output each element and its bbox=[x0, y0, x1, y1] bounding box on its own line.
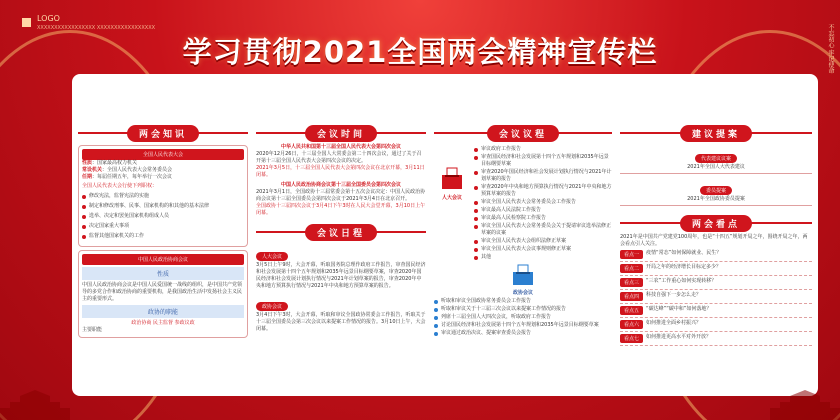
cppcc-agenda-text: 听取和审议全国政协常务委员会工作报告 bbox=[441, 298, 532, 304]
cppcc-func-title: 政协的职能 bbox=[82, 305, 244, 318]
npc-agenda-text: 审议最高人民法院工作报告 bbox=[481, 207, 542, 213]
bullet-icon bbox=[82, 225, 86, 229]
point-tag: 看点六 bbox=[620, 320, 643, 329]
cppcc-schedule-text: 3月4日下午3时，大会开幕，听取和审议全国政协常委会工作报告，听取关于十三届全国委员会第三次会议以来提案工作情况的报告。3月10日上午，大会闭幕。 bbox=[256, 312, 426, 332]
point-item bbox=[620, 306, 812, 318]
npc-func-item bbox=[82, 223, 244, 230]
npc-agenda-item bbox=[474, 207, 612, 214]
cppcc-agenda-text: 听取和审议关于十三届三次会议以来提案工作情况的报告 bbox=[441, 306, 567, 312]
npc-fact-row bbox=[82, 174, 244, 181]
cppcc-nature-title: 性质 bbox=[82, 267, 244, 280]
cppcc-agenda-text: 列席十三届全国人大四次会议，听取政府工作报告 bbox=[441, 314, 552, 320]
cppcc-meeting-title: 中国人民政治协商会议第十三届全国委员会第四次会议 bbox=[280, 182, 401, 188]
column-proposals bbox=[620, 74, 812, 396]
bullet-icon bbox=[434, 316, 438, 320]
npc-agenda-item bbox=[474, 146, 612, 153]
proposal-line-1: 2021年全国人大代表建议 bbox=[620, 164, 812, 174]
point-item bbox=[620, 320, 812, 332]
npc-agenda-item bbox=[474, 254, 612, 261]
cppcc-meeting-text: 2021年3月1日，全国政协十三届常委会第十五次会议决定：中国人民政治协商会议第十三届全国委员会第四次会议于2021年3月4日在北京召开。 bbox=[256, 189, 426, 202]
point-item bbox=[620, 264, 812, 276]
cppcc-icon-block bbox=[434, 264, 612, 297]
npc-agenda-item bbox=[474, 215, 612, 222]
section-head-time bbox=[256, 124, 426, 142]
npc-schedule-tag: 人大会议 bbox=[256, 252, 288, 261]
bullet-icon bbox=[434, 324, 438, 328]
bullet-icon bbox=[474, 225, 478, 229]
cppcc-func-text: 政治协商 民主监督 参政议政 bbox=[131, 320, 195, 326]
bullet-icon bbox=[434, 300, 438, 304]
column-time bbox=[256, 74, 426, 396]
logo-subtext: XXXXXXXXXXXXXXXXX XXXXXXXXXXXXXXXXX bbox=[37, 25, 156, 31]
npc-fact-key: 性质 bbox=[82, 160, 93, 166]
npc-icon-block bbox=[434, 145, 470, 262]
npc-fact-key: 任期 bbox=[82, 174, 93, 180]
logo bbox=[22, 14, 155, 31]
npc-func-text: 制定和修改刑事、民事、国家机构的和其他的基本法律 bbox=[89, 203, 210, 209]
npc-icon-label: 人大会议 bbox=[441, 195, 462, 201]
npc-func-text: 决定国家重大事项 bbox=[89, 223, 130, 229]
cppcc-nature-text: 中国人民政治协商会议是中国人民爱国统一战线的组织，是中国共产党领导的多党合作和政治协商的重要机构，是我国政治生活中发扬社会主义民主的重要形式。 bbox=[82, 282, 243, 302]
cppcc-agenda-item bbox=[434, 298, 612, 305]
npc-agenda-text: 审议全国人民代表大会组织法修正草案 bbox=[481, 238, 567, 244]
logo-mark-icon bbox=[22, 18, 31, 27]
section-title: 建议提案 bbox=[680, 125, 752, 142]
side-slogan: 不忘初心 牢记使命 bbox=[827, 24, 834, 74]
npc-func-text: 修改宪法，监督宪法的实施 bbox=[89, 193, 150, 199]
bullet-icon bbox=[434, 332, 438, 336]
bullet-icon bbox=[474, 156, 478, 160]
npc-func-item bbox=[82, 213, 244, 220]
point-item bbox=[620, 278, 812, 290]
npc-func-item bbox=[82, 203, 244, 210]
npc-agenda-text: 其他 bbox=[481, 254, 492, 260]
npc-meeting-text: 2020年12月26日，十三届全国人大常委会第二十四次会议，通过了关于召开第十三届全国人民代表大会第四次会议的决定。 bbox=[256, 151, 422, 164]
section-title: 会议议程 bbox=[487, 125, 559, 142]
section-title: 两会看点 bbox=[680, 215, 752, 232]
section-title: 两会知识 bbox=[127, 125, 199, 142]
bullet-icon bbox=[474, 186, 478, 190]
npc-agenda-text: 审查国民经济和社会发展第十四个五年规划和2035年远景目标纲要草案 bbox=[481, 154, 609, 167]
point-item bbox=[620, 250, 812, 262]
npc-agenda-text: 审议最高人民检察院工作报告 bbox=[481, 215, 547, 221]
cppcc-knowledge-title: 中国人民政治协商会议 bbox=[82, 254, 244, 265]
cppcc-agenda-item bbox=[434, 322, 612, 329]
point-item bbox=[620, 292, 812, 304]
cppcc-schedule-tag: 政协会议 bbox=[256, 302, 288, 311]
content-board bbox=[72, 74, 818, 396]
npc-fact-row bbox=[82, 167, 244, 174]
bullet-icon bbox=[474, 171, 478, 175]
bullet-icon bbox=[82, 195, 86, 199]
npc-agenda-item bbox=[474, 184, 612, 198]
point-text: 科技自强下一步怎么走？ bbox=[646, 292, 702, 298]
npc-agenda-text: 审查2020年中央和地方预算执行情况与2021年中央和地方预算草案的报告 bbox=[481, 184, 612, 197]
npc-schedule-text: 3月5日上午9时，大会开幕，听取国务院总理作政府工作报告，审查国民经济和社会发展第十四个五年规划和2035年远景目标纲要草案，审查2020年国民经济和社会发展计划执行情况与2021年计划草案的报告，审查2020年中央和地方预算执行情况与2021年中央和地方预算草案的报告。 bbox=[256, 262, 426, 289]
cppcc-agenda-text: 审议通过政治决议、提案审查委员会报告 bbox=[441, 330, 532, 336]
point-item bbox=[620, 334, 812, 346]
point-text: 开局之年的经济增长目标定多少？ bbox=[646, 264, 722, 270]
column-agenda bbox=[434, 74, 612, 396]
point-text: 如何推进更高水平对外开放？ bbox=[646, 334, 712, 340]
npc-func-text: 选举、决定和罢免国家机构组成人员 bbox=[89, 213, 170, 219]
npc-func-item bbox=[82, 193, 244, 200]
proposal-bar-2: 委员提案 bbox=[700, 186, 732, 195]
bullet-icon bbox=[82, 235, 86, 239]
bullet-icon bbox=[82, 215, 86, 219]
npc-fact-value: ：每届任期五年，每年举行一次会议 bbox=[92, 174, 173, 180]
point-tag: 看点四 bbox=[620, 292, 643, 301]
npc-agenda-text: 审议全国人民代表大会常务委员会工作报告 bbox=[481, 199, 577, 205]
cppcc-agenda-item bbox=[434, 330, 612, 337]
point-tag: 看点三 bbox=[620, 278, 643, 287]
npc-meeting-dates: 2021年3月5日，十三届全国人民代表大会第四次会议在北京开幕，3月11日闭幕。 bbox=[256, 165, 425, 178]
section-head-proposals bbox=[620, 124, 812, 142]
section-head-points bbox=[620, 214, 812, 232]
point-tag: 看点七 bbox=[620, 334, 643, 343]
tiananmen-skyline-right-icon bbox=[770, 380, 840, 420]
npc-agenda-item bbox=[474, 246, 612, 253]
cppcc-agenda-text: 讨论国民经济和社会发展第十四个五年规划和2035年远景目标纲要草案 bbox=[441, 322, 599, 328]
point-tag: 看点二 bbox=[620, 264, 643, 273]
npc-fact-value: ：全国人民代表大会常务委员会 bbox=[102, 167, 173, 173]
tiananmen-skyline-icon bbox=[0, 380, 70, 420]
npc-agenda-item bbox=[474, 238, 612, 245]
proposal-bar-1: 代表建议议案 bbox=[695, 154, 737, 163]
cppcc-knowledge-box bbox=[78, 250, 248, 338]
bullet-icon bbox=[474, 248, 478, 252]
logo-text: LOGO bbox=[37, 14, 60, 23]
column-knowledge bbox=[78, 74, 248, 396]
section-head-knowledge bbox=[78, 124, 248, 142]
point-tag: 看点一 bbox=[620, 250, 643, 259]
bullet-icon bbox=[474, 201, 478, 205]
npc-knowledge-box bbox=[78, 145, 248, 247]
npc-func-item bbox=[82, 233, 244, 240]
poster-title: 学习贯彻2021全国两会精神宣传栏 bbox=[182, 35, 658, 69]
npc-func-text: 监督其他国家机关的工作 bbox=[89, 233, 145, 239]
point-text: “碳达峰”“碳中和”如何落地？ bbox=[646, 306, 712, 312]
npc-knowledge-title: 全国人民代表大会 bbox=[82, 149, 244, 160]
point-tag: 看点五 bbox=[620, 306, 643, 315]
section-head-schedule bbox=[256, 223, 426, 241]
bullet-icon bbox=[82, 205, 86, 209]
npc-agenda-item bbox=[474, 223, 612, 237]
npc-meeting-title: 中华人民共和国第十三届全国人民代表大会第四次会议 bbox=[280, 144, 401, 150]
cppcc-agenda-item bbox=[434, 306, 612, 313]
cppcc-icon-label: 政协会议 bbox=[512, 290, 533, 296]
npc-agenda-text: 审议政府工作报告 bbox=[481, 146, 522, 152]
npc-agenda-text: 审议全国人民代表大会常务委员会关于提请审议选举法修正草案的议案 bbox=[481, 223, 612, 236]
proposal-line-2: 2021年全国政协委员提案 bbox=[620, 196, 812, 206]
bullet-icon bbox=[434, 308, 438, 312]
points-intro: 2021年是中国共产党建党100周年，也是“十四五”规划开局之年，围绕开局之年，两会看点引人关注。 bbox=[620, 234, 808, 247]
npc-fact-key: 常设机关 bbox=[82, 167, 103, 173]
bullet-icon bbox=[474, 148, 478, 152]
main-func-label: 主要职能 bbox=[82, 327, 103, 333]
npc-fact-row bbox=[82, 160, 244, 167]
bullet-icon bbox=[474, 217, 478, 221]
point-text: 疫情“常态”如何保障就业、民生？ bbox=[646, 250, 722, 256]
section-head-agenda bbox=[434, 124, 612, 142]
npc-agenda-text: 审议全国人民代表大会议事规则修正草案 bbox=[481, 246, 572, 252]
ballot-box-icon bbox=[439, 165, 465, 191]
ballot-box-blue-icon bbox=[510, 264, 536, 286]
bullet-icon bbox=[474, 256, 478, 260]
npc-func-title: 全国人民代表大会行使下列职权： bbox=[82, 183, 158, 189]
npc-agenda-item bbox=[474, 154, 612, 168]
point-text: 如何推进全面乡村振兴？ bbox=[646, 320, 702, 326]
bullet-icon bbox=[474, 240, 478, 244]
point-text: “三农”工作重心如何实现转移？ bbox=[646, 278, 717, 284]
section-title: 会议日程 bbox=[305, 224, 377, 241]
cppcc-agenda-item bbox=[434, 314, 612, 321]
npc-fact-value: ：国家最高权力机关 bbox=[92, 160, 138, 166]
npc-agenda-item bbox=[474, 199, 612, 206]
cppcc-meeting-dates: 全国政协十三届四次会议于3月4日下午3时在人民大会堂开幕，3月10日上午闭幕。 bbox=[256, 203, 426, 216]
npc-agenda-item bbox=[474, 169, 612, 183]
section-title: 会议时间 bbox=[305, 125, 377, 142]
bullet-icon bbox=[474, 209, 478, 213]
npc-agenda-text: 审查2020年国民经济和社会发展计划执行情况与2021年计划草案的报告 bbox=[481, 169, 612, 182]
